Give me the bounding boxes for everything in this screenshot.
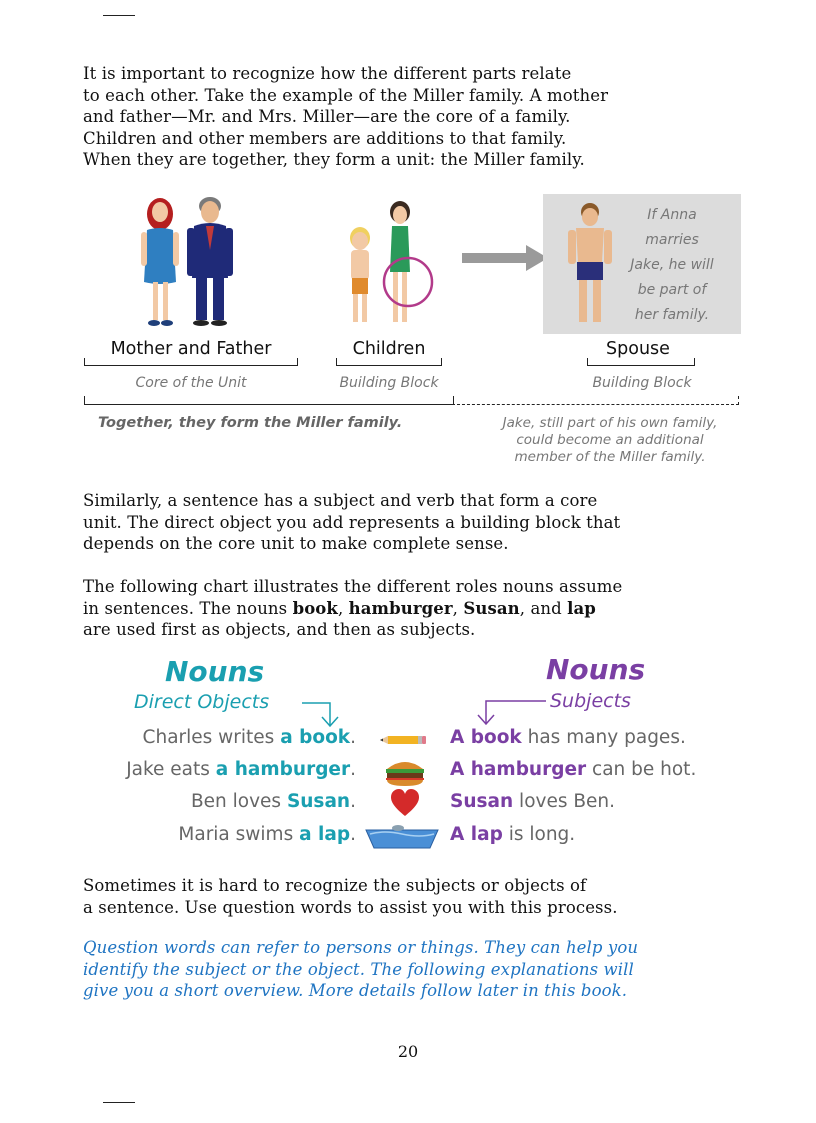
pencil-icon [380,733,426,747]
subject-row: A hamburger can be hot. [450,759,697,780]
sub-children: Building Block [339,375,439,391]
spouse-illustration-icon [560,200,620,330]
bracket-spouse [587,358,695,366]
subject-row: A book has many pages. [450,727,686,748]
down-arrow-right-icon [474,693,548,728]
chart-intro-paragraph: The following chart illustrates the different roles nouns assume in sentences. The nouns book, hamburger, Susan, and lap are used first as objects, and then as subjects. [83,577,623,639]
right-title: Nouns [546,653,646,686]
object-row: Ben loves Susan. [190,791,356,812]
crop-mark-top [103,15,135,16]
bracket-mother-father [84,358,298,366]
label-spouse: Spouse [606,339,670,359]
parents-illustration-icon [130,192,240,332]
object-row: Jake eats a hamburger. [126,759,356,780]
bracket-children [336,358,442,366]
left-subtitle: Direct Objects [134,691,270,713]
sub-spouse: Building Block [592,375,692,391]
sometimes-paragraph: Sometimes it is hard to recognize the subjects or objects of a sentence. Use question words to assist you with this process. [83,876,618,917]
heart-icon [390,788,420,818]
page-number: 20 [397,1042,419,1061]
children-illustration-icon [338,200,438,330]
subject-row: Susan loves Ben. [450,791,616,812]
sub-core: Core of the Unit [135,375,247,391]
crop-mark-bottom [103,1102,135,1103]
bracket-jake-dashed [452,396,739,405]
subject-row: A lap is long. [450,824,576,845]
intro-paragraph: It is important to recognize how the different parts relate to each other. Take the example of the Miller family. A mother and father—Mr. and Mrs. Miller—are the core of a family. Children and other members are additions to that family. When they are together, they form a unit: the Miller family. [83,64,609,169]
object-row: Charles writes a book. [142,727,356,748]
question-words-paragraph: Question words can refer to persons or things. They can help you identify the subject or the object. The following explanations will give you a short overview. More details follow later in this book. [83,938,639,1000]
left-title: Nouns [165,655,265,688]
down-arrow-left-icon [300,695,340,730]
together-caption: Together, they form the Miller family. [98,415,403,431]
hamburger-icon [384,757,426,787]
right-subtitle: Subjects [550,690,631,712]
label-mother-father: Mother and Father [110,339,272,359]
pool-icon [364,822,440,850]
spouse-note: If Anna marries Jake, he will be part of her family. [630,207,714,323]
bracket-together [84,396,454,405]
arrow-right-icon [462,245,548,271]
label-children: Children [352,339,426,359]
object-row: Maria swims a lap. [178,824,356,845]
jake-caption: Jake, still part of his own family, could become an additional member of the Miller family. [502,415,718,465]
similarly-paragraph: Similarly, a sentence has a subject and verb that form a core unit. The direct object you add represents a building block that depends on the core unit to make complete sense. [83,491,621,553]
